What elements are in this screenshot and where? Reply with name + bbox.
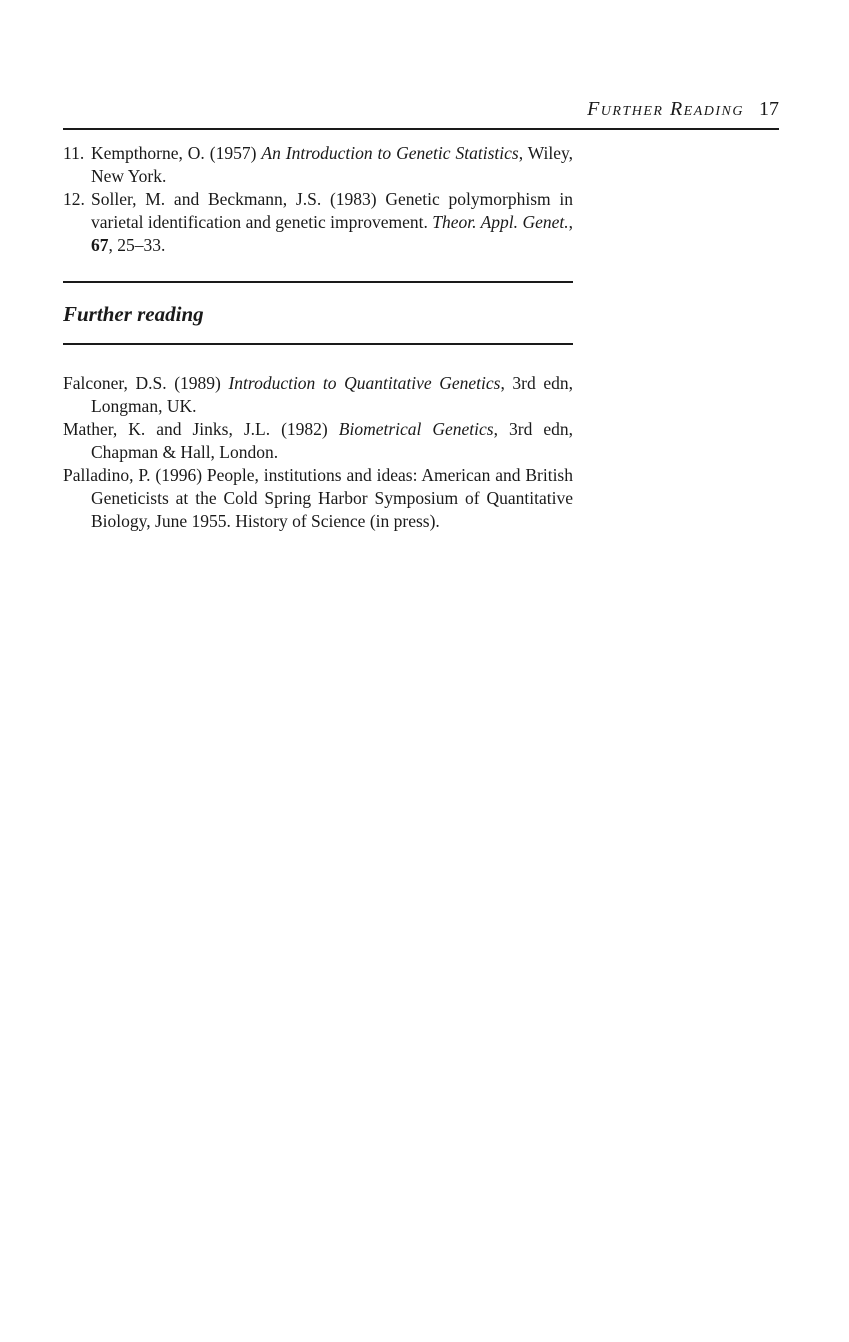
- reference-text: [91, 142, 573, 188]
- reference-authors: Kempthorne, O. (1957): [91, 143, 262, 163]
- reference-authors-title: Soller, M. and Beckmann, J.S. (1983) Genetic polymorphism in varietal identification and genetic improvement.: [91, 189, 573, 232]
- reference-number: 11.: [63, 143, 85, 163]
- reference-pages: , 25–33.: [108, 235, 166, 255]
- item-publisher: , 3rd edn, Longman, UK.: [91, 373, 573, 416]
- section-rule-bottom: [63, 343, 573, 345]
- reference-separator: ,: [568, 212, 573, 232]
- further-reading-list: [63, 372, 573, 533]
- item-authors: Falconer, D.S. (1989): [63, 373, 229, 393]
- further-reading-item: [63, 418, 573, 464]
- running-head-title: Further Reading: [587, 98, 744, 120]
- item-authors: Mather, K. and Jinks, J.L. (1982): [63, 419, 339, 439]
- reference-item-12: [63, 188, 573, 257]
- reference-volume: 67: [91, 235, 109, 255]
- running-head-wrap: [587, 96, 779, 122]
- reference-number: 12.: [63, 189, 85, 209]
- reference-journal: Theor. Appl. Genet.: [432, 212, 569, 232]
- item-text: Palladino, P. (1996) People, institutions and ideas: American and British Geneticists at the Cold Spring Harbor Symposium of Quantitative Biology, June 1955. History of Science (in press).: [63, 465, 573, 531]
- running-head: [63, 96, 779, 130]
- section-rule-top: [63, 281, 573, 283]
- reference-list: [63, 142, 573, 257]
- item-publisher: , 3rd edn, Chapman & Hall, London.: [91, 419, 573, 462]
- section-title: Further reading: [63, 302, 204, 326]
- reference-text: [91, 188, 573, 257]
- item-book-title: Biometrical Genetics: [338, 419, 494, 439]
- further-reading-item: [63, 464, 573, 533]
- reference-item-11: [63, 142, 573, 188]
- reference-book-title: An Introduction to Genetic Statistics: [261, 143, 519, 163]
- further-reading-item: [63, 372, 573, 418]
- item-book-title: Introduction to Quantitative Genetics: [228, 373, 501, 393]
- reference-publisher: , Wiley, New York.: [91, 143, 573, 186]
- page-number: 17: [759, 98, 779, 120]
